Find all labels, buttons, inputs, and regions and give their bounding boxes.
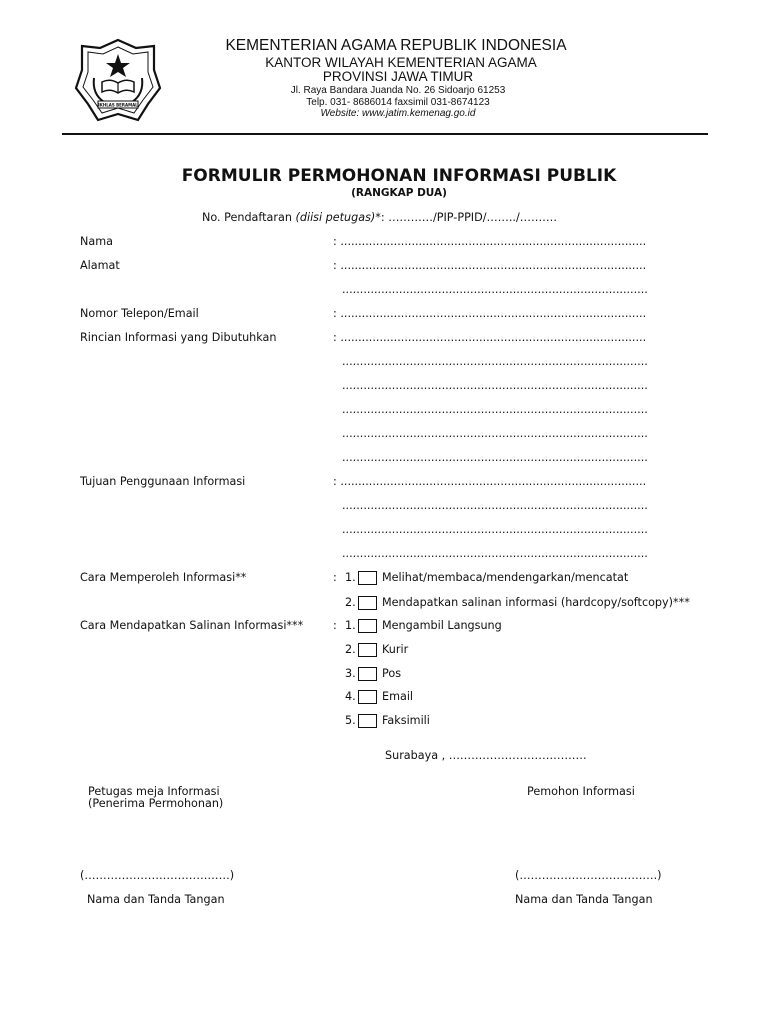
input-line-tujuan[interactable]: : ...................................................................................... bbox=[333, 475, 647, 488]
registration-number bbox=[202, 211, 557, 224]
checkbox-faksimili[interactable] bbox=[358, 714, 377, 728]
input-line-tujuan-3[interactable]: ...................................................................................... bbox=[342, 523, 648, 536]
option-label-salinan: Mendapatkan salinan informasi (hardcopy/softcopy)*** bbox=[382, 596, 690, 609]
input-line-tujuan-4[interactable]: ...................................................................................... bbox=[342, 547, 648, 560]
officer-title: Petugas meja Informasi bbox=[88, 785, 220, 798]
label-cara-memperoleh: Cara Memperoleh Informasi** bbox=[80, 571, 247, 584]
ministry-name: KEMENTERIAN AGAMA REPUBLIK INDONESIA bbox=[225, 37, 567, 54]
option-label-melihat: Melihat/membaca/mendengarkan/mencatat bbox=[382, 571, 629, 584]
option-label-pos: Pos bbox=[382, 667, 402, 680]
office-name: KANTOR WILAYAH KEMENTERIAN AGAMA bbox=[265, 55, 537, 70]
header-divider bbox=[62, 133, 708, 135]
checkbox-email[interactable] bbox=[358, 690, 377, 704]
input-line-nama[interactable]: : ...................................................................................... bbox=[333, 235, 647, 248]
input-line-rincian-6[interactable]: ...................................................................................... bbox=[342, 451, 648, 464]
applicant-signature-caption: Nama dan Tanda Tangan bbox=[515, 893, 653, 906]
input-line-rincian-5[interactable]: ...................................................................................... bbox=[342, 427, 648, 440]
input-line-alamat[interactable]: : ...................................................................................... bbox=[333, 259, 647, 272]
option-number: 1. bbox=[345, 571, 356, 584]
input-line-tujuan-2[interactable]: ...................................................................................... bbox=[342, 499, 648, 512]
option-number: 2. bbox=[345, 596, 356, 609]
place-date: Surabaya , ………………………………. bbox=[385, 749, 587, 762]
applicant-signature-line[interactable]: (……………………………….) bbox=[515, 869, 662, 882]
checkbox-salinan[interactable] bbox=[358, 596, 377, 610]
label-rincian: Rincian Informasi yang Dibutuhkan bbox=[80, 331, 277, 344]
province-name: PROVINSI JAWA TIMUR bbox=[322, 69, 474, 84]
checkbox-pos[interactable] bbox=[358, 667, 377, 681]
option-number: 1. bbox=[345, 619, 356, 632]
label-tujuan: Tujuan Penggunaan Informasi bbox=[80, 475, 246, 488]
option-number: 2. bbox=[345, 643, 356, 656]
option-number: 5. bbox=[345, 714, 356, 727]
label-nama: Nama bbox=[80, 235, 113, 248]
colon: : bbox=[333, 571, 337, 584]
reg-prefix: No. Pendaftaran bbox=[202, 211, 296, 224]
input-line-rincian-2[interactable]: ...................................................................................... bbox=[342, 355, 648, 368]
applicant-title: Pemohon Informasi bbox=[527, 785, 635, 798]
officer-signature-line[interactable]: (…………………………………) bbox=[80, 869, 235, 882]
label-telepon: Nomor Telepon/Email bbox=[80, 307, 199, 320]
officer-signature-caption: Nama dan Tanda Tangan bbox=[87, 893, 225, 906]
checkbox-melihat[interactable] bbox=[358, 571, 377, 585]
option-label-mengambil-langsung: Mengambil Langsung bbox=[382, 619, 502, 632]
input-line-rincian-3[interactable]: ...................................................................................... bbox=[342, 379, 648, 392]
label-cara-salinan: Cara Mendapatkan Salinan Informasi*** bbox=[80, 619, 304, 632]
colon: : bbox=[333, 619, 337, 632]
option-number: 3. bbox=[345, 667, 356, 680]
form-subtitle: (RANGKAP DUA) bbox=[351, 187, 447, 199]
office-address: Jl. Raya Bandara Juanda No. 26 Sidoarjo 61253 bbox=[290, 85, 506, 96]
officer-subtitle: (Penerima Permohonan) bbox=[88, 797, 224, 810]
office-website: Website: www.jatim.kemenag.go.id bbox=[320, 108, 476, 119]
reg-italic: (diisi petugas) bbox=[295, 211, 376, 224]
input-line-telepon[interactable]: : ...................................................................................... bbox=[333, 307, 647, 320]
input-line-rincian[interactable]: : ...................................................................................... bbox=[333, 331, 647, 344]
svg-text:IKHLAS BERAMAL: IKHLAS BERAMAL bbox=[98, 102, 138, 108]
checkbox-mengambil-langsung[interactable] bbox=[358, 619, 377, 633]
office-phone: Telp. 031- 8686014 faxsimil 031-8674123 bbox=[306, 97, 490, 108]
option-label-faksimili: Faksimili bbox=[382, 714, 430, 727]
option-label-email: Email bbox=[382, 690, 414, 703]
option-label-kurir: Kurir bbox=[382, 643, 409, 656]
input-line-alamat-2[interactable]: ...................................................................................... bbox=[342, 283, 648, 296]
checkbox-kurir[interactable] bbox=[358, 643, 377, 657]
label-alamat: Alamat bbox=[80, 259, 120, 272]
reg-suffix: *: …………/PIP-PPID/……../………. bbox=[375, 211, 557, 224]
option-number: 4. bbox=[345, 690, 356, 703]
form-title: FORMULIR PERMOHONAN INFORMASI PUBLIK bbox=[181, 166, 617, 186]
input-line-rincian-4[interactable]: ...................................................................................... bbox=[342, 403, 648, 416]
